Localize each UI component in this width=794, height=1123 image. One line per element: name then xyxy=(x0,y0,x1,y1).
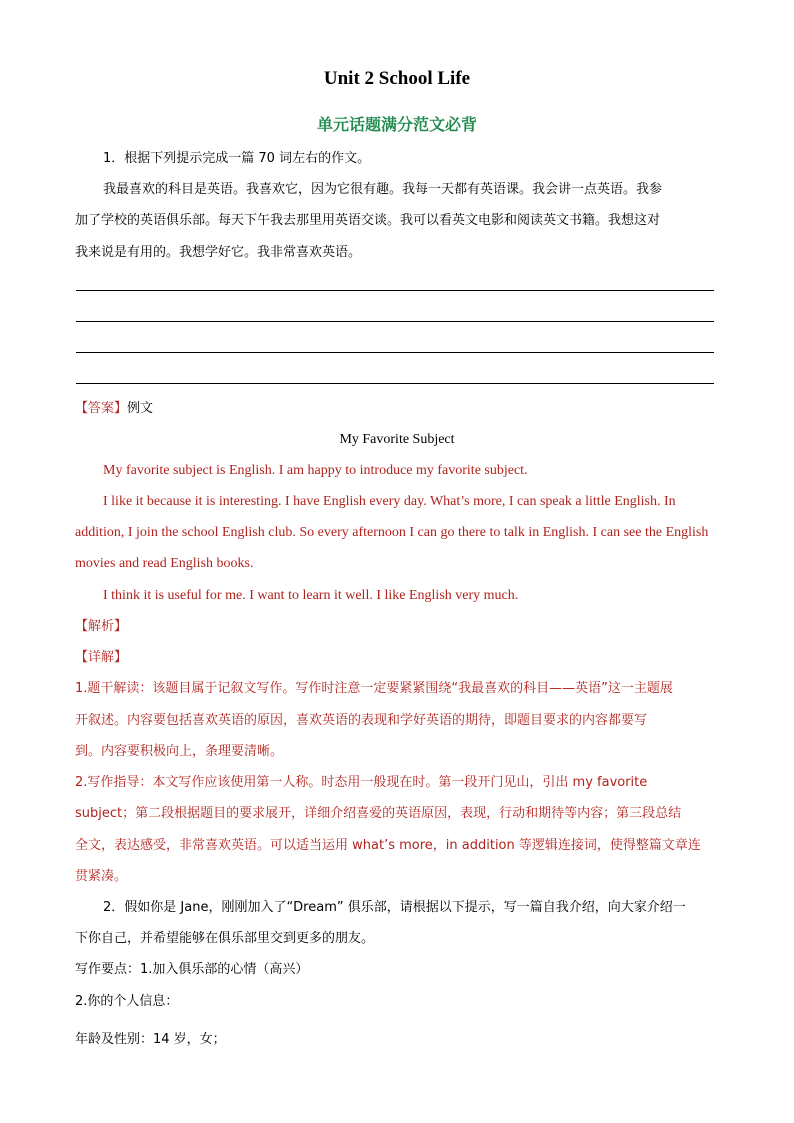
analysis-line: 全文，表达感受，非常喜欢英语。可以适当运用 what’s more，in addition 等逻辑连接词，使得整篇文章连 xyxy=(75,838,701,853)
q2-point-line: 2.你的个人信息： xyxy=(75,994,179,1009)
q1-text-line: 我来说是有用的。我想学好它。我非常喜欢英语。 xyxy=(75,245,362,260)
page-subtitle: 单元话题满分范文必背 xyxy=(316,115,477,134)
q2-prompt-line: 下你自己，并希望能够在俱乐部里交到更多的朋友。 xyxy=(75,931,375,946)
q2-point-line: 写作要点：1.加入俱乐部的心情（高兴） xyxy=(75,962,309,977)
essay-title: My Favorite Subject xyxy=(339,432,455,447)
writing-line xyxy=(76,383,714,384)
writing-line xyxy=(76,352,714,353)
essay-line: addition, I join the school English club. So every afternoon I can go there to talk in English. I can see the English xyxy=(75,525,709,540)
q1-text-line: 我最喜欢的科目是英语。我喜欢它，因为它很有趣。我每一天都有英语课。我会讲一点英语。我参 xyxy=(103,182,663,197)
analysis-line: 到。内容要积极向上，条理要清晰。 xyxy=(75,744,284,759)
q1-prompt: 1．根据下列提示完成一篇 70 词左右的作文。 xyxy=(103,151,371,166)
writing-line xyxy=(76,321,714,322)
analysis-line: 贯紧凑。 xyxy=(75,869,128,884)
writing-line xyxy=(76,290,714,291)
analysis-line: 2.写作指导：本文写作应该使用第一人称。时态用一般现在时。第一段开门见山，引出 my favorite xyxy=(75,775,648,790)
analysis-line: 开叙述。内容要包括喜欢英语的原因，喜欢英语的表现和学好英语的期待，即题目要求的内容都要写 xyxy=(75,713,648,728)
q2-point-line: 年龄及性别：14 岁，女； xyxy=(75,1032,226,1047)
q1-text-line: 加了学校的英语俱乐部。每天下午我去那里用英语交谈。我可以看英文电影和阅读英文书籍。我想这对 xyxy=(75,213,661,228)
essay-line: I like it because it is interesting. I have English every day. What’s more, I can speak a little English. In xyxy=(103,494,676,509)
analysis-label: 【解析】 xyxy=(75,619,128,634)
essay-line: I think it is useful for me. I want to learn it well. I like English very much. xyxy=(103,588,519,603)
analysis-line: 1.题干解读：该题目属于记叙文写作。写作时注意一定要紧紧围绕“我最喜欢的科目——英语”这一主题展 xyxy=(75,681,673,696)
detail-label: 【详解】 xyxy=(75,650,128,665)
essay-line: My favorite subject is English. I am happy to introduce my favorite subject. xyxy=(103,463,528,478)
answer-label-text: 例文 xyxy=(127,401,154,416)
analysis-line: subject；第二段根据题目的要求展开，详细介绍喜爱的英语原因，表现，行动和期待等内容；第三段总结 xyxy=(75,806,682,821)
answer-heading xyxy=(75,399,715,419)
essay-line: movies and read English books. xyxy=(75,556,254,571)
answer-label: 【答案】 xyxy=(75,401,128,416)
page-title: Unit 2 School Life xyxy=(323,68,471,89)
q2-prompt-line: 2．假如你是 Jane，刚刚加入了“Dream” 俱乐部，请根据以下提示，写一篇自我介绍，向大家介绍一 xyxy=(103,900,686,915)
